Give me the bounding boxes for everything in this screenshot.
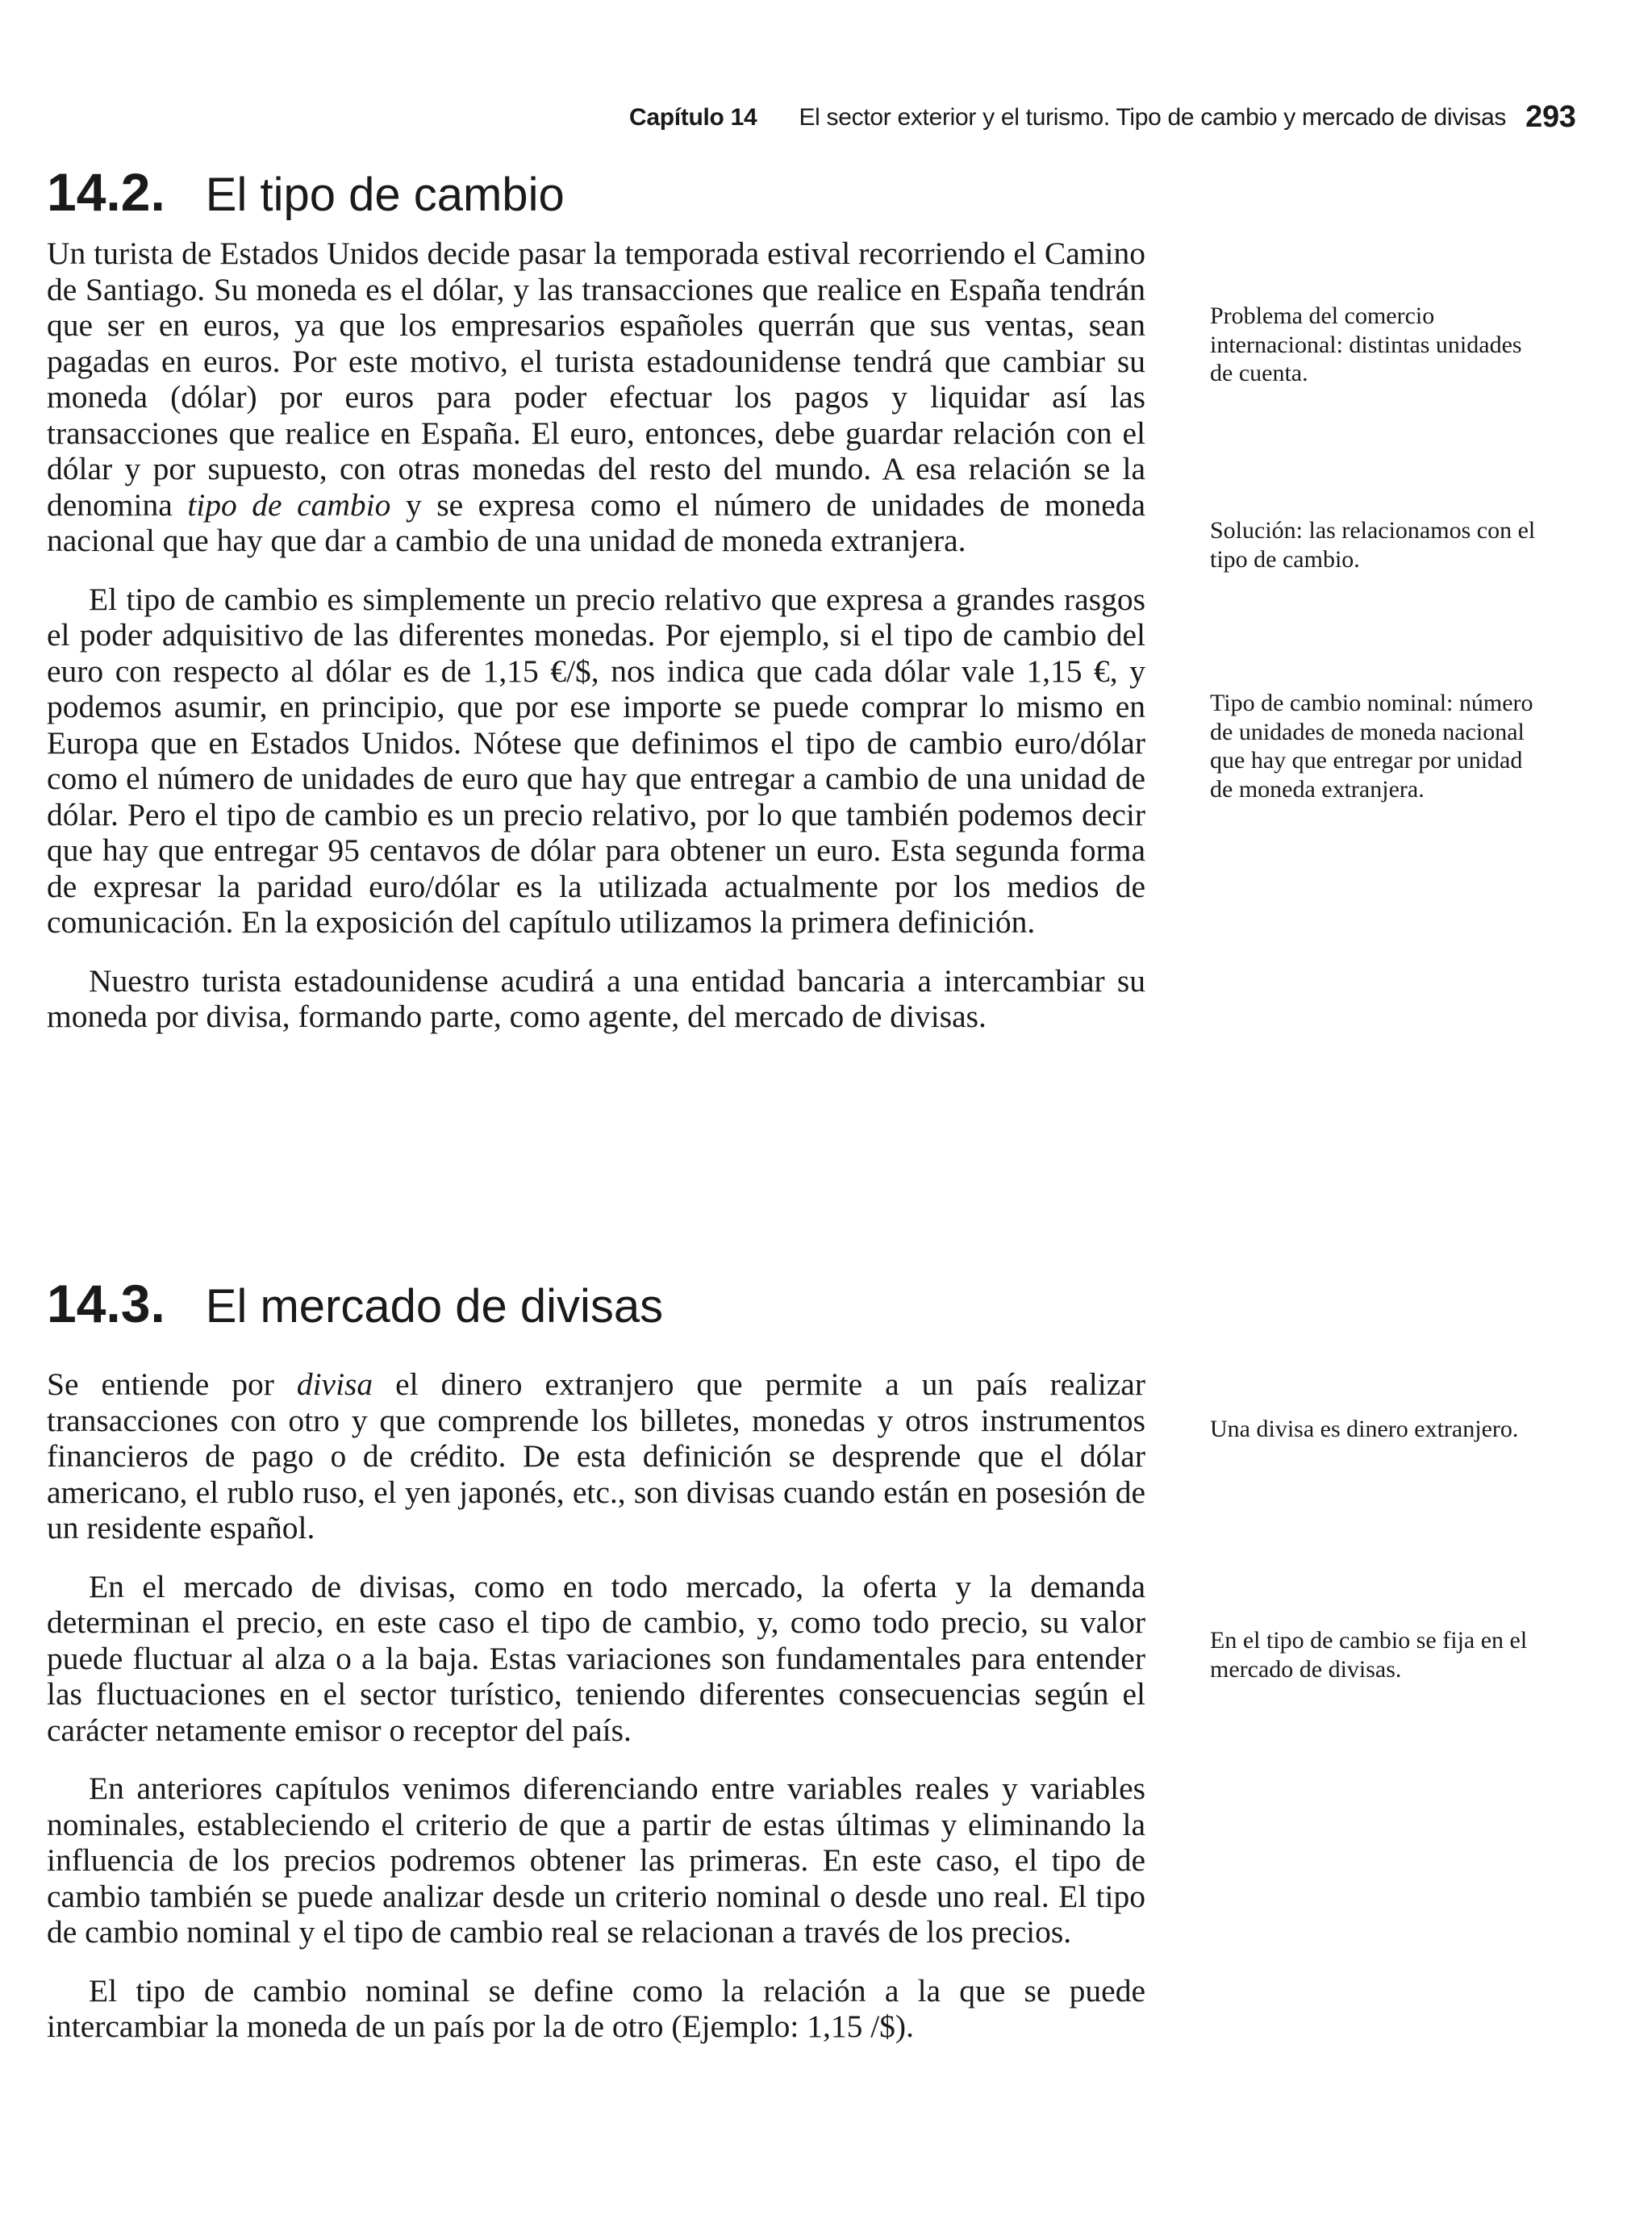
section-heading-14-3: [47, 1273, 663, 1334]
margin-note: En el tipo de cambio se fija en el mercado de divisas.: [1210, 1627, 1528, 1683]
section-heading-14-2: [47, 161, 565, 223]
paragraph: Un turista de Estados Unidos decide pasar la temporada estival recorriendo el Camino de Santiago. Su moneda es el dólar, y las transacciones que realice en España tendrán que ser en euros, ya que los empresarios españoles querrán que sus ventas, sean pagadas en euros. Por este motivo, el turista estadounidense tendrá que cambiar su moneda (dólar) por euros para poder efectuar los pagos y liquidar así las transacciones que realice en España. El euro, entonces, debe guardar relación con el dólar y por supuesto, con otras monedas del resto del mundo. A esa relación se la denomina tipo de cambio y se expresa como el número de unidades de moneda nacional que hay que dar a cambio de una unidad de moneda extranjera.: [47, 236, 1146, 558]
paragraph: Se entiende por divisa el dinero extranjero que permite a un país realizar transacciones con otro y que comprende los billetes, monedas y otros instrumentos financieros de pago o de crédito. De esta definición se desprende que el dólar americano, el rublo ruso, el yen japonés, etc., son divisas cuando están en posesión de un residente español.: [47, 1366, 1145, 1545]
section-title: El mercado de divisas: [205, 1280, 664, 1333]
section-body-14-2: [47, 236, 1145, 1035]
chapter-label: Capítulo 14: [629, 104, 757, 131]
section-body-14-3: [47, 1366, 1145, 2045]
running-header: [629, 98, 1576, 134]
paragraph: En anteriores capítulos venimos diferenciando entre variables reales y variables nominales, estableciendo el criterio de que a partir de estas últimas y eliminando la influencia de los precios podremos obtener las primeras. En este caso, el tipo de cambio también se puede analizar desde un criterio nominal o desde uno real. El tipo de cambio nominal y el tipo de cambio real se relacionan a través de los precios.: [47, 1771, 1145, 1950]
page-number: 293: [1525, 100, 1576, 134]
defined-term: divisa: [296, 1366, 373, 1402]
section-number: 14.3.: [47, 1274, 165, 1333]
margin-note: Problema del comercio internacional: distintas unidades de cuenta.: [1210, 302, 1522, 386]
margin-note: Solución: las relacionamos con el tipo de cambio.: [1210, 517, 1536, 573]
defined-term: tipo de cambio: [187, 486, 391, 523]
section-number: 14.2.: [47, 162, 165, 222]
margin-note: Una divisa es dinero extranjero.: [1210, 1416, 1519, 1442]
paragraph: El tipo de cambio nominal se define como la relación a la que se puede intercambiar la moneda de un país por la de otro (Ejemplo: 1,15 /$).: [47, 1972, 1145, 2044]
margin-note: Tipo de cambio nominal: número de unidades de moneda nacional que hay que entregar por unidad de moneda extranjera.: [1210, 690, 1533, 803]
chapter-title: El sector exterior y el turismo. Tipo de cambio y mercado de divisas: [799, 104, 1507, 131]
section-title: El tipo de cambio: [205, 169, 565, 221]
paragraph: El tipo de cambio es simplemente un precio relativo que expresa a grandes rasgos el poder adquisitivo de las diferentes monedas. Por ejemplo, si el tipo de cambio del euro con respecto al dólar es de 1,15 €/$, nos indica que cada dólar vale 1,15 €, y podemos asumir, en principio, que por ese importe se puede comprar lo mismo en Europa que en Estados Unidos. Nótese que definimos el tipo de cambio euro/dólar como el número de unidades de euro que hay que entregar a cambio de una unidad de dólar. Pero el tipo de cambio es un precio relativo, por lo que también podemos decir que hay que entregar 95 centavos de dólar para obtener un euro. Esta segunda forma de expresar la paridad euro/dólar es la utilizada actualmente por los medios de comunicación. En la exposición del capítulo utilizamos la primera definición.: [47, 581, 1145, 940]
paragraph: Nuestro turista estadounidense acudirá a una entidad bancaria a intercambiar su moneda por divisa, formando parte, como agente, del mercado de divisas.: [47, 962, 1145, 1034]
paragraph: En el mercado de divisas, como en todo mercado, la oferta y la demanda determinan el precio, en este caso el tipo de cambio, y, como todo precio, su valor puede fluctuar al alza o a la baja. Estas variaciones son fundamentales para entender las fluctuaciones en el sector turístico, teniendo diferentes consecuencias según el carácter netamente emisor o receptor del país.: [47, 1568, 1145, 1748]
